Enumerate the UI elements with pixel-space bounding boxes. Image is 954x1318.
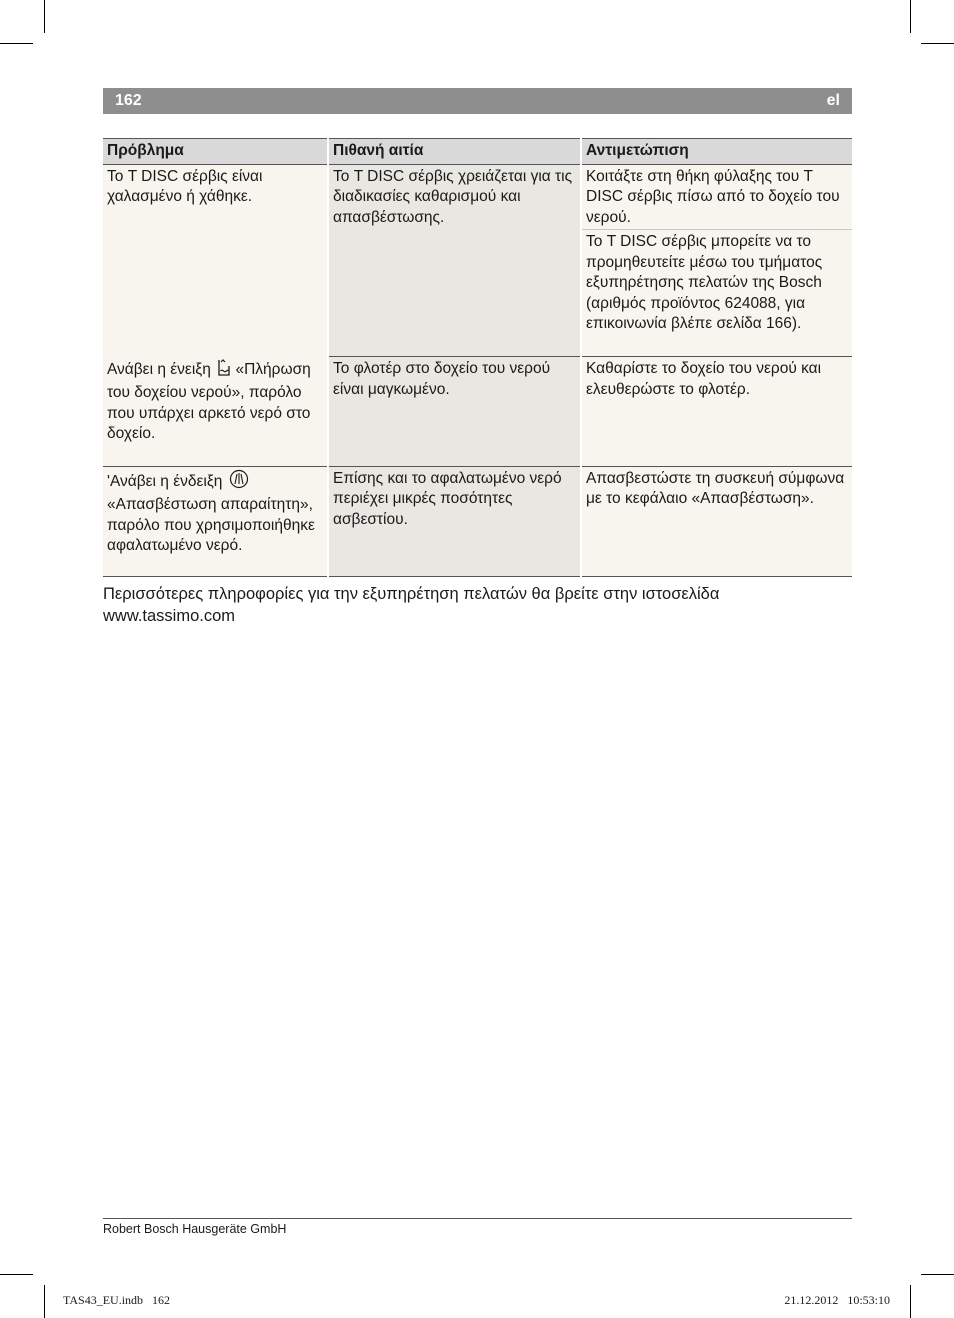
footer-divider	[103, 1218, 852, 1219]
footer-company: Robert Bosch Hausgeräte GmbH	[103, 1222, 287, 1236]
crop-mark	[0, 43, 33, 44]
problem-cell	[103, 357, 328, 467]
table-header-row	[103, 139, 852, 165]
column-header-cause: Πιθανή αιτία	[328, 139, 581, 165]
remedy-cell	[581, 230, 852, 357]
problem-cell	[103, 466, 328, 576]
descaling-icon	[229, 469, 249, 496]
problem-text-lead: 'Ανάβει η ένδειξη	[107, 472, 223, 490]
remedy-text: Κοιτάξτε στη θήκη φύλαξης του T DISC σέρβις πίσω από το δοχείο του νερού.	[586, 167, 840, 226]
language-code: el	[826, 92, 840, 109]
table-row	[103, 164, 852, 230]
remedy-cell	[581, 164, 852, 230]
crop-mark	[921, 43, 954, 44]
crop-mark	[44, 1285, 45, 1318]
remedy-cell	[581, 466, 852, 576]
print-slug-file: TAS43_EU.indb 162	[63, 1293, 171, 1307]
remedy-text: Απασβεστώστε τη συσκευή σύμφωνα με το κεφάλαιο «Απασβέστωση».	[586, 469, 845, 507]
column-header-remedy: Αντιμετώπιση	[581, 139, 852, 165]
cause-cell	[328, 466, 581, 576]
problem-text: «Απασβέστωση απαραίτητη», παρόλο που χρησιμοποιήθηκε αφαλατωμένο νερό.	[107, 496, 315, 554]
crop-mark	[44, 0, 45, 33]
problem-text: Το T DISC σέρβις είναι χαλασμένο ή χάθηκε.	[107, 167, 263, 205]
cause-cell	[328, 357, 581, 467]
remedy-text: Καθαρίστε το δοχείο του νερού και ελευθερώστε το φλοτέρ.	[586, 360, 822, 398]
crop-mark	[910, 1285, 911, 1318]
cause-text: Το T DISC σέρβις χρειάζεται για τις διαδικασίες καθαρισμού και απασβέστωσης.	[333, 167, 573, 226]
page-header-bar	[103, 88, 852, 114]
crop-mark	[910, 0, 911, 33]
cause-cell	[328, 164, 581, 357]
crop-mark	[921, 1274, 954, 1275]
table-row	[103, 466, 852, 576]
remedy-cell	[581, 357, 852, 467]
problem-cell	[103, 164, 328, 357]
column-header-problem: Πρόβλημα	[103, 139, 328, 165]
crop-mark	[0, 1274, 33, 1275]
table-row	[103, 357, 852, 467]
water-tank-icon	[217, 359, 231, 384]
customer-service-note	[103, 583, 863, 627]
problem-text: «Πλήρωση του δοχείου νερού», παρόλο που υπάρχει αρκετό νερό στο δοχείο.	[107, 360, 311, 442]
cause-text: Το φλοτέρ στο δοχείο του νερού είναι μαγκωμένο.	[333, 360, 551, 398]
remedy-text: Το T DISC σέρβις μπορείτε να το προμηθευτείτε μέσω του τμήματος εξυπηρέτησης πελατών της Bosch (αριθμός προϊόντος 624088, για επικοινωνία βλέπε σελίδα 166).	[586, 233, 823, 332]
cause-text: Επίσης και το αφαλατωμένο νερό περιέχει μικρές ποσότητες ασβεστίου.	[333, 469, 562, 528]
print-slug-datetime: 21.12.2012 10:53:10	[784, 1293, 890, 1307]
page-number: 162	[115, 92, 142, 109]
problem-text-lead: Ανάβει η ένειξη	[107, 360, 211, 378]
note-text: Περισσότερες πληροφορίες για την εξυπηρέτηση πελατών θα βρείτε στην ιστοσελίδα	[103, 585, 720, 603]
website-link[interactable]: www.tassimo.com	[103, 607, 236, 625]
troubleshooting-table	[103, 138, 852, 577]
